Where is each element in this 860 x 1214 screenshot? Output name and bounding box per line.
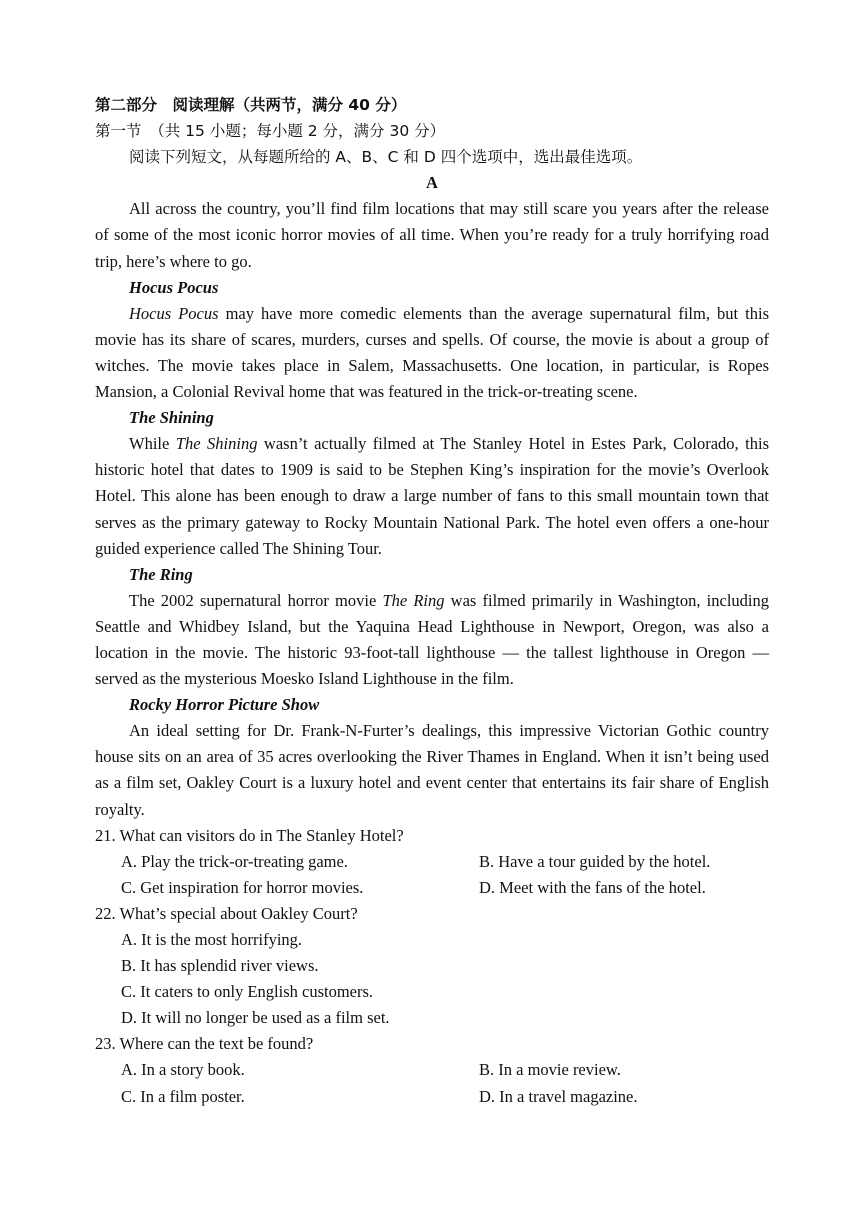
section-text-the-shining: While The Shining wasn’t actually filmed at The Stanley Hotel in Estes Park, Colorado, this historic hotel that dates to 1909 is said to be Stephen King’s inspiration for the movie’s Overlook Hotel. This alone has been enough to draw a large number of fans to this small mountain town that serves as the primary gateway to Rocky Mountain National Park. The hotel even offers a one-hour guided experience called The Shining Tour. <box>95 434 769 558</box>
section-text-hocus-pocus: Hocus Pocus may have more comedic elements than the average supernatural film, but this movie has its share of scares, murders, curses and spells. Of course, the movie is about a group of witches. The movie takes place in Salem, Massachusetts. One location, in particular, is Ropes Mansion, a Colonial Revival home that was featured in the trick-or-treating scene. <box>95 303 769 402</box>
question-22-stem: 22. What’s special about Oakley Court? <box>95 903 358 923</box>
part-title: 第二部分 阅读理解（共两节，满分 40 分） <box>95 96 407 114</box>
option-b[interactable]: B. Have a tour guided by the hotel. <box>479 851 711 871</box>
section-heading-hocus-pocus: Hocus Pocus <box>129 277 219 297</box>
page-content <box>95 92 769 1110</box>
option-b[interactable]: B. It has splendid river views. <box>121 956 319 976</box>
question-21-options-row-1 <box>95 849 769 875</box>
question-23-stem: 23. Where can the text be found? <box>95 1034 314 1054</box>
section-heading-the-shining: The Shining <box>129 408 214 428</box>
option-d[interactable]: D. Meet with the fans of the hotel. <box>479 877 706 897</box>
question-23-options-row-2 <box>95 1084 769 1110</box>
section-heading-the-ring: The Ring <box>129 564 193 584</box>
option-d[interactable]: D. It will no longer be used as a film set. <box>121 1008 390 1028</box>
movie-title: Hocus Pocus <box>129 303 219 323</box>
question-21-options-row-2 <box>95 875 769 901</box>
section-heading-rocky-horror: Rocky Horror Picture Show <box>129 695 320 715</box>
option-b[interactable]: B. In a movie review. <box>479 1060 621 1080</box>
instruction: 阅读下列短文，从每题所给的 A、B、C 和 D 四个选项中，选出最佳选项。 <box>129 148 643 167</box>
option-c[interactable]: C. Get inspiration for horror movies. <box>121 877 364 897</box>
section-text-the-ring: The 2002 supernatural horror movie The Ring was filmed primarily in Washington, including Seattle and Whidbey Island, but the Yaquina Head Lighthouse in Newport, Oregon, was also a location in the movie. The historic 93-foot-tall lighthouse — the tallest lighthouse in Oregon — served as the mysterious Moesko Island Lighthouse in the film. <box>95 590 769 689</box>
section-text-rocky-horror: An ideal setting for Dr. Frank-N-Furter’s dealings, this impressive Victorian Gothic country house sits on an area of 35 acres overlooking the River Thames in England. When it isn’t being used as a film set, Oakley Court is a luxury hotel and event center that entertains its fair share of English royalty. <box>95 721 769 819</box>
option-a[interactable]: A. Play the trick-or-treating game. <box>121 851 348 871</box>
movie-title: The Shining <box>175 434 258 454</box>
option-d[interactable]: D. In a travel magazine. <box>479 1086 638 1106</box>
movie-title: The Ring <box>382 590 445 610</box>
option-c[interactable]: C. In a film poster. <box>121 1086 245 1106</box>
section-title: 第一节 （共 15 小题；每小题 2 分，满分 30 分） <box>95 122 446 141</box>
question-21-stem: 21. What can visitors do in The Stanley Hotel? <box>95 825 404 845</box>
question-23-options-row-1 <box>95 1057 769 1083</box>
passage-label: A <box>426 173 438 193</box>
option-a[interactable]: A. In a story book. <box>121 1060 245 1080</box>
passage-intro: All across the country, you’ll find film locations that may still scare you years after the release of some of the most iconic horror movies of all time. When you’re ready for a truly horrifying road trip, here’s where to go. <box>95 199 769 271</box>
option-c[interactable]: C. It caters to only English customers. <box>121 982 374 1002</box>
option-a[interactable]: A. It is the most horrifying. <box>121 930 303 949</box>
